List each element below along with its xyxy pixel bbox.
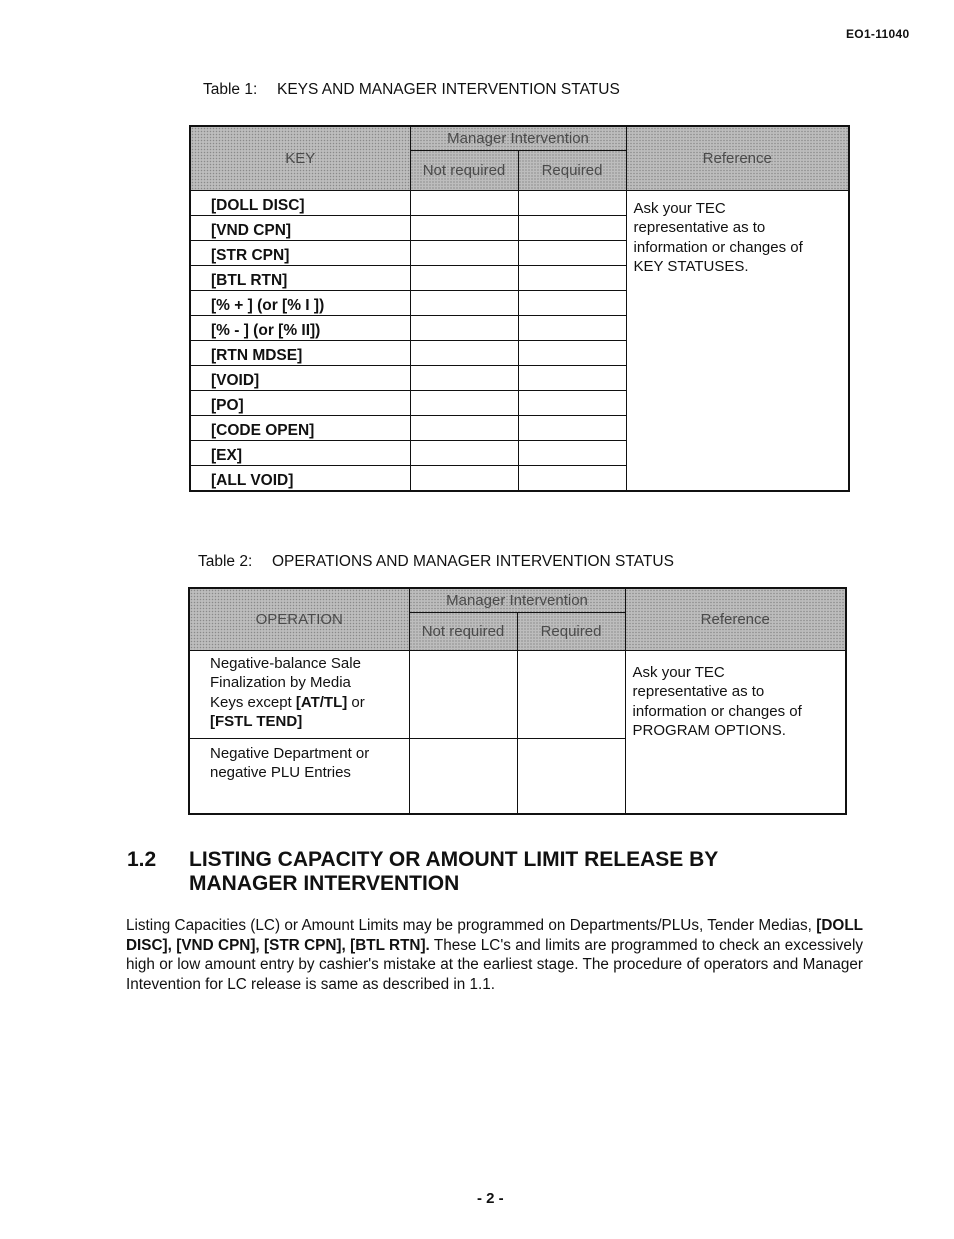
- paragraph-text: These LC's and limits are programmed to check an excessively high or low amount entry by cashier's mistake at the earliest stage. The procedure of operators and Manager Intevention for LC release is same as described in 1.1.: [126, 936, 863, 993]
- table1-title: KEYS AND MANAGER INTERVENTION STATUS: [277, 81, 620, 98]
- required-header: Required: [517, 612, 625, 650]
- operation-row-1: [189, 650, 409, 738]
- operation-line: Finalization by Media: [210, 674, 351, 691]
- reference-line: Ask your TEC: [633, 199, 726, 217]
- key-row-label: [VND CPN]: [190, 215, 410, 240]
- key-row-label: [EX]: [190, 440, 410, 465]
- document-number: EO1-11040: [846, 27, 910, 41]
- required-cell: [517, 738, 625, 814]
- required-cell: [518, 215, 626, 240]
- not-required-cell: [410, 415, 518, 440]
- operation-row-2: [189, 738, 409, 814]
- key-row-label: [DOLL DISC]: [190, 190, 410, 215]
- key-row-label: [% + ] (or [% I ]): [190, 290, 410, 315]
- reference-column-header: Reference: [625, 588, 846, 650]
- reference-line: Ask your TEC: [632, 663, 725, 681]
- operations-table: [188, 587, 847, 815]
- not-required-cell: [410, 215, 518, 240]
- operation-line: Negative-balance Sale: [210, 654, 361, 672]
- not-required-cell: [410, 390, 518, 415]
- operation-line: negative PLU Entries: [210, 764, 351, 781]
- required-cell: [518, 440, 626, 465]
- not-required-cell: [410, 315, 518, 340]
- not-required-cell: [410, 265, 518, 290]
- required-cell: [518, 240, 626, 265]
- not-required-cell: [409, 738, 517, 814]
- required-cell: [518, 190, 626, 215]
- operation-line: Keys except [AT/TL] or: [210, 693, 365, 711]
- paragraph-keys: [DOLL DISC], [VND CPN], [STR CPN], [BTL RTN].: [126, 917, 864, 954]
- reference-column-header: Reference: [626, 126, 849, 190]
- required-cell: [518, 290, 626, 315]
- required-header: Required: [518, 150, 626, 190]
- table1-caption: [203, 81, 620, 99]
- table2-title: OPERATIONS AND MANAGER INTERVENTION STATUS: [272, 553, 674, 570]
- section-number: 1.2: [127, 848, 157, 871]
- table2-reference-cell: [625, 650, 846, 814]
- operation-line: [FSTL TEND]: [210, 713, 303, 730]
- key-row-label: [RTN MDSE]: [190, 340, 410, 365]
- not-required-cell: [410, 290, 518, 315]
- reference-line: PROGRAM OPTIONS.: [632, 722, 786, 739]
- not-required-cell: [410, 190, 518, 215]
- required-cell: [518, 415, 626, 440]
- key-row-label: [CODE OPEN]: [190, 415, 410, 440]
- key-row-label: [% - ] (or [% II]): [190, 315, 410, 340]
- key-row-label: [STR CPN]: [190, 240, 410, 265]
- table2-label: Table 2:: [198, 553, 253, 570]
- manager-intervention-header: Manager Intervention: [409, 588, 625, 612]
- table1-label: Table 1:: [203, 81, 258, 98]
- reference-line: representative as to: [632, 683, 765, 700]
- required-cell: [518, 390, 626, 415]
- section-paragraph: [126, 916, 863, 994]
- paragraph-text: Listing Capacities (LC) or Amount Limits may be programmed on Departments/PLUs, Tender Medias,: [126, 917, 812, 934]
- key-row-label: [ALL VOID]: [190, 465, 410, 491]
- manager-intervention-header: Manager Intervention: [410, 126, 626, 150]
- not-required-cell: [410, 340, 518, 365]
- reference-line: information or changes of: [633, 238, 803, 256]
- section-title: [189, 848, 829, 896]
- key-column-header: KEY: [190, 126, 410, 190]
- not-required-header: Not required: [409, 612, 517, 650]
- required-cell: [518, 340, 626, 365]
- not-required-cell: [409, 650, 517, 738]
- required-cell: [518, 465, 626, 491]
- operation-column-header: OPERATION: [189, 588, 409, 650]
- operation-line: Negative Department or: [210, 744, 370, 762]
- not-required-cell: [410, 365, 518, 390]
- not-required-header: Not required: [410, 150, 518, 190]
- section-title-line: LISTING CAPACITY OR AMOUNT LIMIT RELEASE BY: [189, 848, 719, 871]
- table1-reference-cell: [626, 190, 849, 491]
- reference-line: representative as to: [633, 219, 766, 236]
- key-row-label: [PO]: [190, 390, 410, 415]
- not-required-cell: [410, 465, 518, 491]
- section-title-line: MANAGER INTERVENTION: [189, 872, 460, 895]
- not-required-cell: [410, 240, 518, 265]
- key-row-label: [BTL RTN]: [190, 265, 410, 290]
- reference-line: information or changes of: [632, 702, 802, 720]
- key-row-label: [VOID]: [190, 365, 410, 390]
- keys-table: [189, 125, 850, 492]
- required-cell: [518, 315, 626, 340]
- required-cell: [518, 365, 626, 390]
- not-required-cell: [410, 440, 518, 465]
- required-cell: [517, 650, 625, 738]
- page-number: - 2 -: [477, 1190, 504, 1207]
- table2-caption: [198, 553, 674, 571]
- reference-line: KEY STATUSES.: [633, 258, 749, 275]
- required-cell: [518, 265, 626, 290]
